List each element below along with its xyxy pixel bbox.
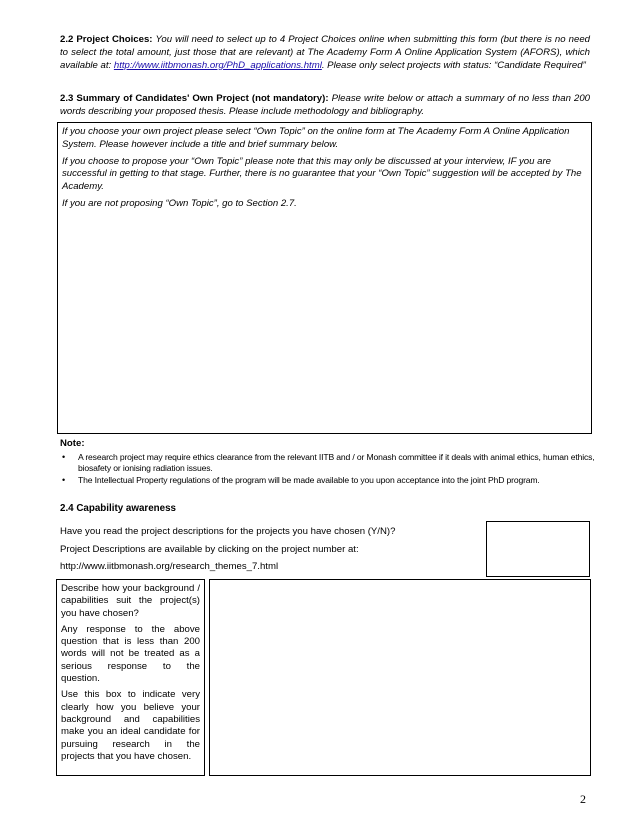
descriptions-availability: Project Descriptions are available by clicking on the project number at: [60,543,359,555]
note-list [60,452,600,486]
section-2-3-text: Please write below or attach a summary of no less than 200 words describing your proposed thesis. Please include methodology and bibliography. [60,93,591,117]
describe-paragraph: Describe how your background / capabilities suit the project(s) you have chosen? [61,583,200,619]
own-topic-paragraph: If you are not proposing “Own Topic”, go to Section 2.7. [62,197,297,209]
describe-paragraph: Any response to the above question that is less than 200 words will not be treated as a serious response to the question. [61,623,200,685]
describe-paragraph: Use this box to indicate very clearly how you believe your background and capabilities make you an ideal candidate for pursuing research in the projects that you have chosen. [61,689,200,762]
section-2-3 [60,93,590,119]
read-descriptions-question: Have you read the project descriptions for the projects you have chosen (Y/N)? [60,526,396,537]
own-topic-summary-box[interactable] [57,122,592,434]
note-bullet: • A research project may require ethics clearance from the relevant IITB and / or Monash committee if it deals with animal ethics, human ethics, biosafety or ionising radiation issues. [60,452,600,475]
section-2-2-status: . Please only select projects with status: “Candidate Required” [321,59,586,71]
capability-question-block [60,523,480,576]
section-2-4-heading: 2.4 Capability awareness [60,503,176,514]
capability-response-box[interactable] [209,579,591,776]
own-topic-paragraph: If you choose to propose your “Own Topic” please note that this may only be discussed at your interview, IF you are successful in getting to that stage. Further, there is no guarantee that your “Own Topic” suggestion will be accepted by The Academy. [62,155,582,193]
section-2-3-heading: 2.3 Summary of Candidates' Own Project (not mandatory): [60,93,329,104]
yn-answer-box[interactable] [486,521,590,577]
applications-link[interactable]: http://www.iitbmonash.org/PhD_applications.html [113,59,322,71]
section-2-2-heading: 2.2 Project Choices: [60,34,153,45]
section-2-2-text: You will need to select up to 4 Project Choices online when submitting this form (but there is no need to select the total amount, just those that are relevant) at The Academy Form A Online Application System (AFORS), which available at: [60,34,590,71]
note-section [60,438,600,486]
describe-instructions-cell [56,579,205,776]
section-2-2 [60,34,590,72]
note-bullet: • The Intellectual Property regulations of the program will be made available to you upon acceptance into the joint PhD program. [60,475,600,486]
note-label: Note: [60,438,85,449]
research-themes-url: http://www.iitbmonash.org/research_themes_7.html [60,561,279,572]
own-topic-paragraph: If you choose your own project please select “Own Topic” on the online form at The Academy Form A Online Application System. Please however include a title and brief summary below. [62,126,570,150]
page-number: 2 [580,792,586,806]
